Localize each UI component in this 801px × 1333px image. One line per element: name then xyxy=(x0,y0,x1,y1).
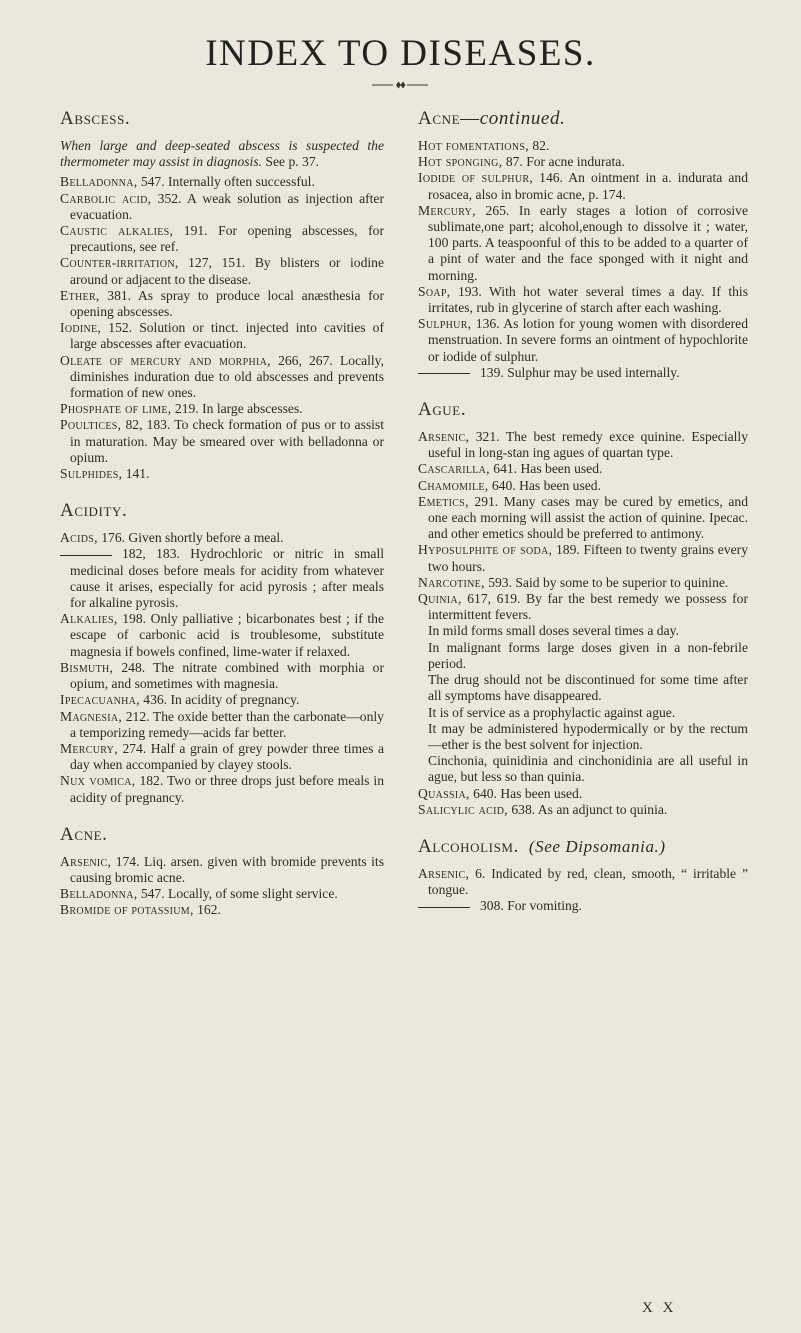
remedy-name: Arsenic, xyxy=(418,429,470,445)
index-entry xyxy=(60,709,384,741)
remedy-name: Poultices, xyxy=(60,417,122,433)
index-entry xyxy=(418,316,748,365)
remedy-name: Oleate of mercury and morphia, xyxy=(60,352,271,368)
remedy-text: 174. Liq. arsen. given with bromide prevents its causing bromic acne. xyxy=(70,853,384,885)
remedy-text: 638. As an adjunct to quinia. xyxy=(511,801,668,817)
remedy-name: Sulphur, xyxy=(418,316,472,332)
remedy-name: Quassia, xyxy=(418,785,470,801)
index-entry xyxy=(60,288,384,320)
remedy-name: Counter-irritation, xyxy=(60,255,179,271)
index-entry xyxy=(418,203,748,284)
remedy-text: 381. As spray to produce local anæsthesia for opening abscesses. xyxy=(70,287,384,320)
remedy-text: 127, 151. By blisters or iodine around or adjacent to the disease. xyxy=(70,255,384,287)
intro-plain: See p. 37. xyxy=(265,154,320,170)
index-entry xyxy=(418,365,748,381)
remedy-text: 82. xyxy=(532,138,550,153)
section-heading: Abscess. xyxy=(60,108,131,129)
remedy-name: Quinia, xyxy=(418,591,462,607)
index-entry xyxy=(418,898,748,914)
sub-note: In mild forms small doses several times a day. xyxy=(428,623,679,639)
index-entry xyxy=(60,854,384,886)
sub-note: In malignant forms large doses given in a non-febrile period. xyxy=(428,639,748,671)
remedy-text: 162. xyxy=(197,902,221,918)
index-entry xyxy=(418,786,748,802)
remedy-text: 87. For acne indurata. xyxy=(505,154,625,170)
ornament-divider xyxy=(372,80,428,90)
sub-note: It may be administered hypodermically or by the rectum—ether is the best solvent for injection. xyxy=(428,720,748,752)
intro-italic: When large and deep-seated abscess is suspected the thermometer may assist in diagnosis. xyxy=(60,138,384,170)
ditto-dash xyxy=(418,373,470,374)
index-entry xyxy=(418,802,748,818)
remedy-name: Ipecacuanha, xyxy=(60,692,140,708)
remedy-name: Caustic alkalies, xyxy=(60,223,174,239)
section-heading xyxy=(418,836,748,858)
remedy-text: 182, 183. Hydrochloric or nitric in small medicinal doses before meals for acidity from whatever cause it arises, especially for acid pyrosis ; after meals for alkaline pyrosis. xyxy=(70,546,384,611)
index-entry xyxy=(418,284,748,316)
index-entry xyxy=(60,353,384,402)
see-reference: (See Dipsomania.) xyxy=(528,836,666,856)
index-entry xyxy=(418,478,748,494)
remedy-text: 141. xyxy=(125,466,150,482)
remedy-name: Mercury, xyxy=(60,740,118,756)
section-acidity xyxy=(60,500,384,805)
ditto-dash xyxy=(60,555,112,556)
remedy-text: 547. Locally, of some slight service. xyxy=(140,886,338,902)
remedy-text: 436. In acidity of pregnancy. xyxy=(143,692,300,708)
index-entry xyxy=(60,741,384,773)
remedy-text: 547. Internally often successful. xyxy=(140,174,315,190)
remedy-name: Salicylic acid, xyxy=(418,801,508,817)
remedy-text: 139. Sulphur may be used internally. xyxy=(480,364,680,380)
remedy-name: Alkalies, xyxy=(60,611,118,627)
index-entry xyxy=(60,417,384,466)
index-entry xyxy=(60,886,384,902)
remedy-name: Sulphides, xyxy=(60,466,123,482)
remedy-name: Narcotine, xyxy=(418,574,485,590)
remedy-name: Emetics, xyxy=(418,493,469,509)
section-intro xyxy=(60,138,384,170)
remedy-text: 82, 183. To check formation of pus or to assist in maturation. May be smeared over with belladonna or opium. xyxy=(70,417,384,465)
remedy-text: 641. Has been used. xyxy=(493,461,603,477)
signature-mark: X X xyxy=(642,1300,677,1316)
index-entry xyxy=(418,591,748,623)
remedy-text: 640. Has been used. xyxy=(473,785,583,801)
index-entry xyxy=(418,154,748,170)
index-entry xyxy=(60,773,384,805)
index-entry xyxy=(418,866,748,898)
section-acne-continued xyxy=(418,108,748,381)
index-entry xyxy=(60,611,384,660)
remedy-text: 152. Solution or tinct. injected into cavities of large abscesses after evacuation. xyxy=(70,320,384,352)
section-heading: Acidity. xyxy=(60,500,128,522)
remedy-name: Mercury, xyxy=(418,202,476,218)
remedy-name: Hot sponging, xyxy=(418,154,503,170)
remedy-text: 198. Only palliative ; bicarbonates best ; if the escape of carbonic acid is troublesome, substitute magnesia if bowels confined, lime-water if relaxed. xyxy=(70,611,385,659)
remedy-name: Ether, xyxy=(60,287,100,303)
right-column xyxy=(418,108,748,915)
index-entry xyxy=(418,575,748,591)
index-entry xyxy=(60,401,384,417)
section-heading: Acne. xyxy=(60,823,108,845)
index-entry xyxy=(418,542,748,574)
index-entry xyxy=(60,660,384,692)
remedy-text: 191. For opening abscesses, for precautions, see ref. xyxy=(70,223,384,255)
sub-note: Cinchonia, quinidinia and cinchonidinia are all useful in ague, but less so than quinia. xyxy=(428,753,748,785)
index-entry xyxy=(60,692,384,708)
section-acne xyxy=(60,824,384,919)
index-entry xyxy=(60,191,384,223)
heading-continued: continued. xyxy=(479,108,566,129)
section-ague xyxy=(418,399,748,818)
remedy-name: Iodine, xyxy=(60,320,102,336)
remedy-name: Arsenic, xyxy=(60,853,112,869)
heading-text: Alcoholism. xyxy=(418,835,519,857)
remedy-text: 265. In early stages a lotion of corrosive sublimate,one part; alcohol,enough to dissolve it ; water, 100 parts. A teaspoonful of this to be added to a quarter of a pint of water and the face sponged with it night and morning. xyxy=(428,202,748,283)
index-entry xyxy=(418,494,748,543)
remedy-name: Chamomile, xyxy=(418,477,489,493)
remedy-text: 248. The nitrate combined with morphia or opium, and sometimes with magnesia. xyxy=(70,659,385,692)
index-entry xyxy=(60,530,384,546)
remedy-text: 176. Given shortly before a meal. xyxy=(101,530,284,546)
index-entry xyxy=(418,138,748,154)
page-title: INDEX TO DISEASES. xyxy=(205,33,596,74)
heading-text: Acne— xyxy=(418,108,480,129)
index-entry xyxy=(60,223,384,255)
remedy-text: 212. The oxide better than the carbonate—only a temporizing remedy—acids far better. xyxy=(70,708,384,740)
remedy-name: Cascarilla, xyxy=(418,461,490,477)
remedy-name: Acids, xyxy=(60,530,98,546)
remedy-name: Carbolic acid, xyxy=(60,190,152,206)
remedy-name: Magnesia, xyxy=(60,708,123,724)
remedy-text: 308. For vomiting. xyxy=(480,898,582,914)
remedy-name: Soap, xyxy=(418,283,451,299)
remedy-text: 6. Indicated by red, clean, smooth, “ irritable ” tongue. xyxy=(428,865,748,898)
index-entry xyxy=(60,546,384,611)
remedy-name: Nux vomica, xyxy=(60,773,136,789)
remedy-text: 146. An ointment in a. indurata and rosacea, also in bromic acne, p. 174. xyxy=(428,170,748,202)
section-heading xyxy=(418,108,748,130)
index-entry xyxy=(418,429,748,461)
remedy-text: 189. Fifteen to twenty grains every two hours. xyxy=(428,542,748,574)
remedy-text: 266, 267. Locally, diminishes induration due to old abscesses and prevents formation of new ones. xyxy=(70,352,384,401)
section-heading: Ague. xyxy=(418,399,467,421)
remedy-name: Phosphate of lime, xyxy=(60,401,172,417)
ditto-dash xyxy=(418,907,470,908)
remedy-text: 219. In large abscesses. xyxy=(174,401,303,417)
remedy-text: 193. With hot water several times a day. If this irritates, rub in glycerine of starch after each washing. xyxy=(428,283,748,316)
remedy-name: Belladonna, xyxy=(60,174,138,190)
index-entry xyxy=(60,902,384,918)
remedy-name: Hyposulphite of soda, xyxy=(418,542,553,558)
section-alcoholism xyxy=(418,836,748,915)
remedy-name: Iodide of sulphur, xyxy=(418,170,534,186)
remedy-text: 136. As lotion for young women with disordered menstruation. In severe forms an ointment of hypochlorite or iodide of sulphur. xyxy=(428,316,748,364)
sub-note: The drug should not be discontinued for some time after all symptoms have disappeared. xyxy=(428,672,748,704)
left-column xyxy=(60,108,384,919)
remedy-text: 291. Many cases may be cured by emetics, and one each morning will assist the action of quinine. Ipecac. and other emetics should be preferred to antimony. xyxy=(428,493,748,542)
index-entry xyxy=(60,320,384,352)
index-entry xyxy=(418,170,748,202)
index-entry xyxy=(418,461,748,477)
remedy-name: Hot fomentations, xyxy=(418,138,529,153)
remedy-text: 640. Has been used. xyxy=(491,477,601,493)
remedy-text: 182. Two or three drops just before meals in acidity of pregnancy. xyxy=(70,773,384,805)
section-abscess xyxy=(60,108,384,482)
remedy-text: 352. A weak solution as injection after evacuation. xyxy=(70,190,384,222)
index-entry xyxy=(60,174,384,190)
remedy-text: 617, 619. By far the best remedy we possess for intermittent fevers. xyxy=(428,591,748,623)
remedy-name: Bismuth, xyxy=(60,659,114,675)
index-entry xyxy=(60,255,384,287)
remedy-text: 593. Said by some to be superior to quinine. xyxy=(488,574,729,590)
sub-note: It is of service as a prophylactic against ague. xyxy=(428,704,676,720)
remedy-name: Arsenic, xyxy=(418,865,470,881)
remedy-text: 274. Half a grain of grey powder three times a day when accompanied by clayey stools. xyxy=(70,740,384,773)
remedy-name: Belladonna, xyxy=(60,886,138,902)
index-entry xyxy=(60,466,384,482)
remedy-name: Bromide of potassium, xyxy=(60,902,194,918)
remedy-text: 321. The best remedy exce quinine. Especially useful in long-stan ing agues of quartan type. xyxy=(428,429,748,461)
